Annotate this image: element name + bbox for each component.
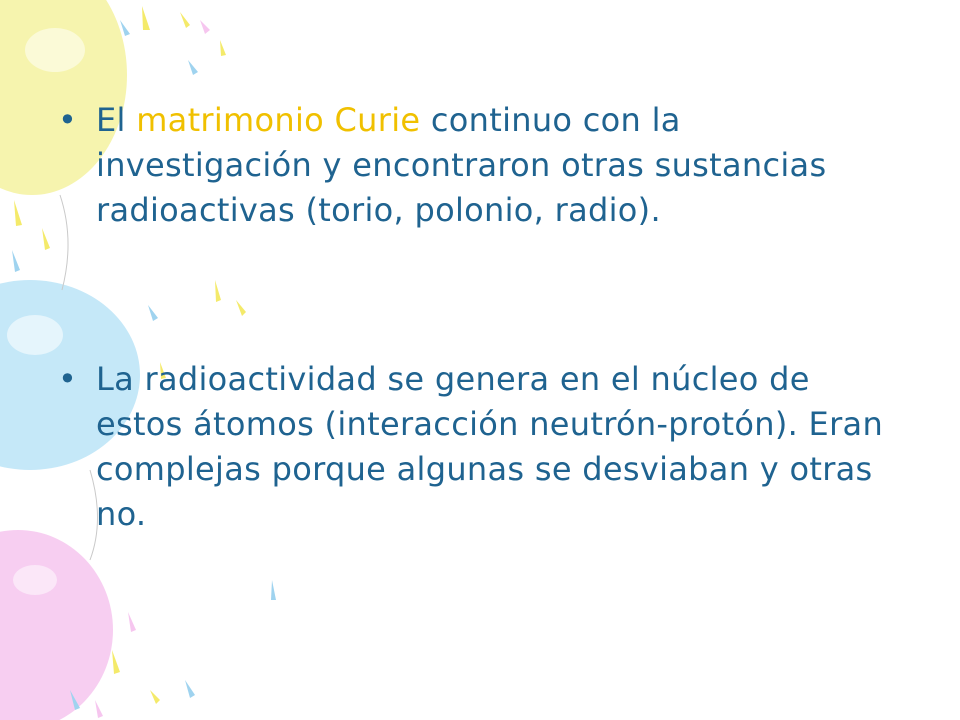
- bullet-marker: •: [58, 360, 78, 398]
- bullet-text-prefix: El: [96, 101, 137, 139]
- bullet-item: [58, 357, 898, 537]
- bullet-text: La radioactividad se genera en el núcleo de estos átomos (interacción neutrón-protón). Eran complejas porque algunas se desviaban y otras no.: [96, 360, 884, 533]
- bullet-text: continuo con la investigación y encontraron otras sustancias radioactivas (torio, polonio, radio).: [96, 101, 827, 229]
- bullet-marker: •: [58, 101, 78, 139]
- bullet-list: [58, 98, 898, 537]
- bullet-item: [58, 98, 898, 233]
- highlighted-text: matrimonio Curie: [136, 101, 421, 139]
